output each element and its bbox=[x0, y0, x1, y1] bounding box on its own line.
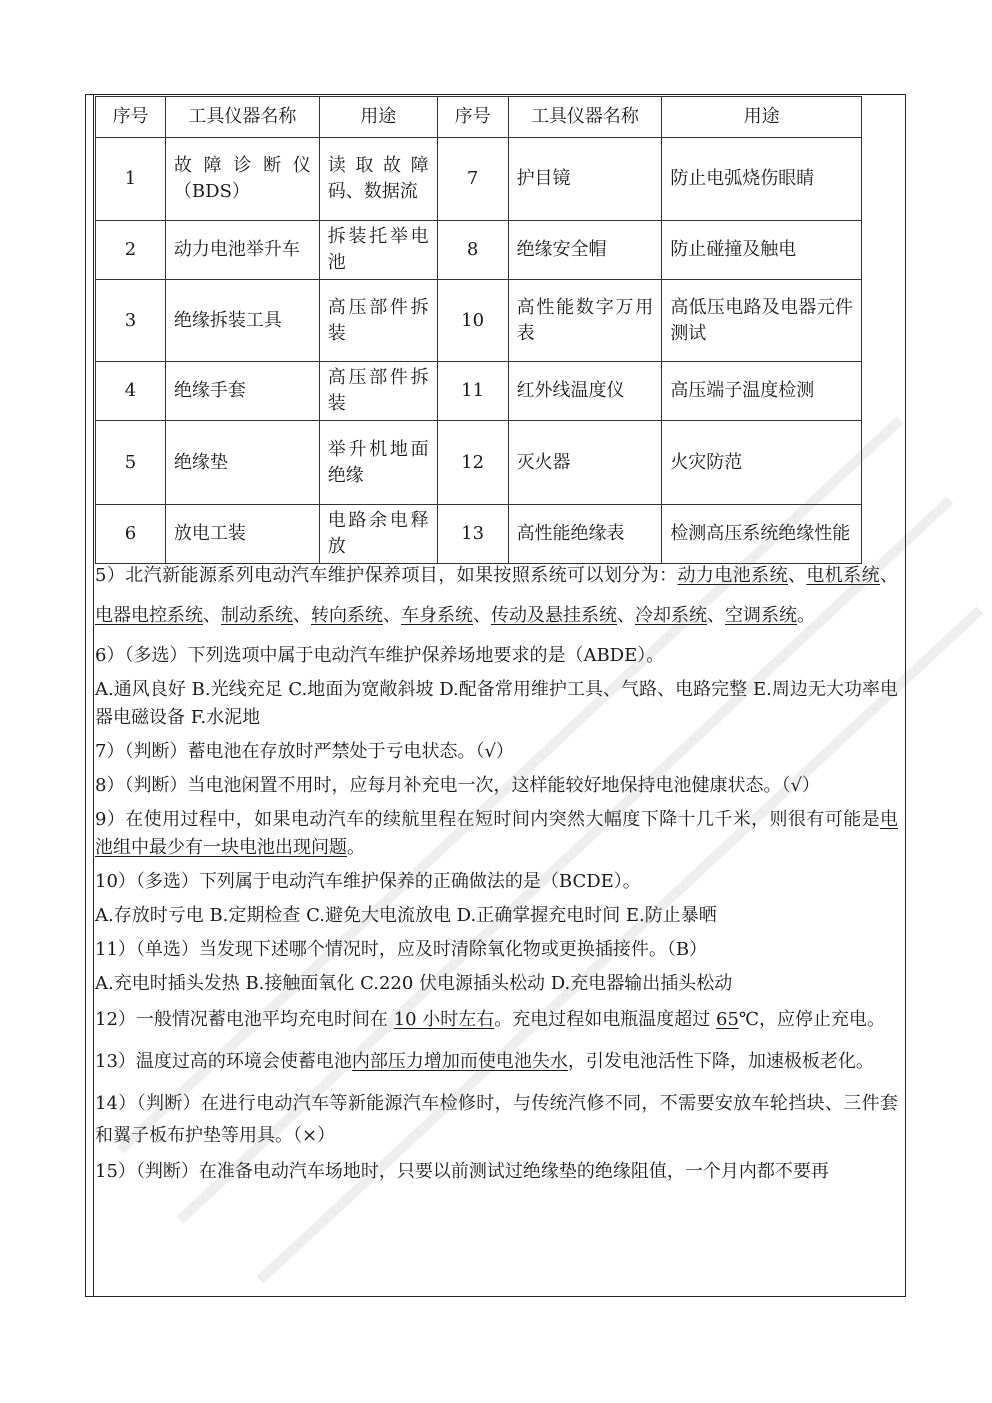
table-cell: 动力电池举升车 bbox=[165, 221, 319, 280]
question-text: 。充电过程如电瓶温度超过 bbox=[494, 1009, 716, 1030]
answer-underline: 10 小时左右 bbox=[393, 1009, 495, 1030]
table-cell: 拆装托举电池 bbox=[319, 221, 437, 280]
answer-underline: 电机系统 bbox=[806, 565, 881, 586]
question-text: 13）温度过高的环境会使蓄电池 bbox=[95, 1051, 352, 1072]
table-cell: 故障诊断仪（BDS） bbox=[165, 138, 319, 221]
table-cell: 放电工装 bbox=[165, 505, 319, 564]
header-cell: 用途 bbox=[662, 97, 862, 138]
table-row bbox=[96, 505, 862, 564]
end-mark: 。 bbox=[797, 605, 815, 626]
question-text: 12）一般情况蓄电池平均充电时间在 bbox=[95, 1009, 394, 1030]
answer-underline: 内部压力增加而使电池失水 bbox=[351, 1051, 568, 1072]
question-12 bbox=[95, 1004, 898, 1036]
answer-underline: 动力电池系统 bbox=[677, 565, 788, 586]
table-cell: 8 bbox=[437, 221, 508, 280]
answer-underline: 转向系统 bbox=[311, 605, 383, 626]
question-text: 5）北汽新能源系列电动汽车维护保养项目，如果按照系统可以划分为： bbox=[95, 565, 678, 586]
question-text: ℃，应停止充电。 bbox=[738, 1009, 886, 1030]
tools-table bbox=[95, 96, 862, 564]
table-header-row bbox=[96, 97, 862, 138]
question-10-stem: 10）（多选）下列属于电动汽车维护保养的正确做法的是（BCDE）。 bbox=[95, 871, 641, 892]
question-11-stem: 11）（单选）当发现下述哪个情况时，应及时清除氧化物或更换插接件。（B） bbox=[95, 939, 708, 960]
question-9 bbox=[95, 806, 898, 862]
table-row bbox=[96, 421, 862, 505]
frame-inner-rule bbox=[93, 94, 94, 1297]
table-cell: 12 bbox=[437, 421, 508, 505]
header-cell: 序号 bbox=[437, 97, 508, 138]
header-cell: 工具仪器名称 bbox=[165, 97, 319, 138]
answer-underline: 电器电控系统 bbox=[95, 605, 203, 626]
table-cell: 红外线温度仪 bbox=[508, 362, 662, 421]
question-15: 15）（判断）在准备电动汽车场地时，只要以前测试过绝缘垫的绝缘阻值，一个月内都不要再 bbox=[95, 1161, 829, 1182]
question-text: 9）在使用过程中，如果电动汽车的续航里程在短时间内突然大幅度下降十几千米，则很有可能是 bbox=[95, 809, 880, 830]
table-cell: 绝缘垫 bbox=[165, 421, 319, 505]
answer-underline: 冷却系统 bbox=[635, 605, 707, 626]
table-cell: 7 bbox=[437, 138, 508, 221]
separator: 、 bbox=[383, 605, 401, 626]
table-row bbox=[96, 362, 862, 421]
question-list bbox=[95, 556, 898, 1192]
header-cell: 序号 bbox=[96, 97, 166, 138]
table-cell: 护目镜 bbox=[508, 138, 662, 221]
table-cell: 6 bbox=[96, 505, 166, 564]
table-cell: 检测高压系统绝缘性能 bbox=[662, 505, 862, 564]
table-cell: 1 bbox=[96, 138, 166, 221]
table-cell: 10 bbox=[437, 280, 508, 362]
question-6-stem: 6）（多选）下列选项中属于电动汽车维护保养场地要求的是（ABDE）。 bbox=[95, 645, 665, 666]
table-cell: 电路余电释放 bbox=[319, 505, 437, 564]
table-cell: 高性能数字万用表 bbox=[508, 280, 662, 362]
separator: 、 bbox=[473, 605, 491, 626]
table-row bbox=[96, 280, 862, 362]
table-cell: 防止碰撞及触电 bbox=[662, 221, 862, 280]
separator: 、 bbox=[880, 565, 899, 586]
question-8: 8）（判断）当电池闲置不用时，应每月补充电一次，这样能较好地保持电池健康状态。（√） bbox=[95, 775, 820, 796]
table-cell: 11 bbox=[437, 362, 508, 421]
table-cell: 灭火器 bbox=[508, 421, 662, 505]
question-text: ，引发电池活性下降，加速极板老化。 bbox=[567, 1051, 874, 1072]
separator: 、 bbox=[787, 565, 807, 586]
question-11-options: A.充电时插头发热 B.接触面氧化 C.220 伏电源插头松动 D.充电器输出插头松动 bbox=[95, 973, 733, 994]
table-row bbox=[96, 138, 862, 221]
question-6-options: A.通风良好 B.光线充足 C.地面为宽敞斜坡 D.配备常用维护工具、气路、电路完整 E.周边无大功率电器电磁设备 F.水泥地 bbox=[95, 679, 898, 728]
header-cell: 工具仪器名称 bbox=[508, 97, 662, 138]
question-10-options: A.存放时亏电 B.定期检查 C.避免大电流放电 D.正确掌握充电时间 E.防止暴晒 bbox=[95, 905, 717, 926]
question-13 bbox=[95, 1042, 898, 1082]
separator: 、 bbox=[293, 605, 311, 626]
table-cell: 绝缘拆装工具 bbox=[165, 280, 319, 362]
table-cell: 高低压电路及电器元件测试 bbox=[662, 280, 862, 362]
answer-underline: 电池组中最少有一块电池出现问题 bbox=[95, 809, 898, 858]
answer-underline: 65 bbox=[716, 1009, 739, 1030]
table-cell: 绝缘安全帽 bbox=[508, 221, 662, 280]
table-cell: 高压部件拆装 bbox=[319, 280, 437, 362]
table-cell: 2 bbox=[96, 221, 166, 280]
question-7: 7）（判断）蓄电池在存放时严禁处于亏电状态。（√） bbox=[95, 741, 514, 762]
table-row bbox=[96, 221, 862, 280]
question-14: 14）（判断）在进行电动汽车等新能源汽车检修时，与传统汽修不同，不需要安放车轮挡块、三件套和翼子板布护垫等用具。（×） bbox=[95, 1093, 898, 1146]
end-mark: 。 bbox=[347, 837, 365, 858]
table-cell: 13 bbox=[437, 505, 508, 564]
question-5 bbox=[95, 556, 898, 636]
table-cell: 火灾防范 bbox=[662, 421, 862, 505]
table-cell: 5 bbox=[96, 421, 166, 505]
answer-underline: 制动系统 bbox=[221, 605, 293, 626]
table-cell: 4 bbox=[96, 362, 166, 421]
table-cell: 读取故障码、数据流 bbox=[319, 138, 437, 221]
separator: 、 bbox=[203, 605, 221, 626]
table-cell: 高压部件拆装 bbox=[319, 362, 437, 421]
table-cell: 高性能绝缘表 bbox=[508, 505, 662, 564]
separator: 、 bbox=[617, 605, 635, 626]
table-cell: 高压端子温度检测 bbox=[662, 362, 862, 421]
header-cell: 用途 bbox=[319, 97, 437, 138]
answer-underline: 车身系统 bbox=[401, 605, 473, 626]
table-cell: 绝缘手套 bbox=[165, 362, 319, 421]
table-cell: 3 bbox=[96, 280, 166, 362]
separator: 、 bbox=[707, 605, 725, 626]
answer-underline: 空调系统 bbox=[725, 605, 797, 626]
answer-underline: 传动及悬挂系统 bbox=[491, 605, 617, 626]
table-cell: 举升机地面绝缘 bbox=[319, 421, 437, 505]
table-cell: 防止电弧烧伤眼睛 bbox=[662, 138, 862, 221]
